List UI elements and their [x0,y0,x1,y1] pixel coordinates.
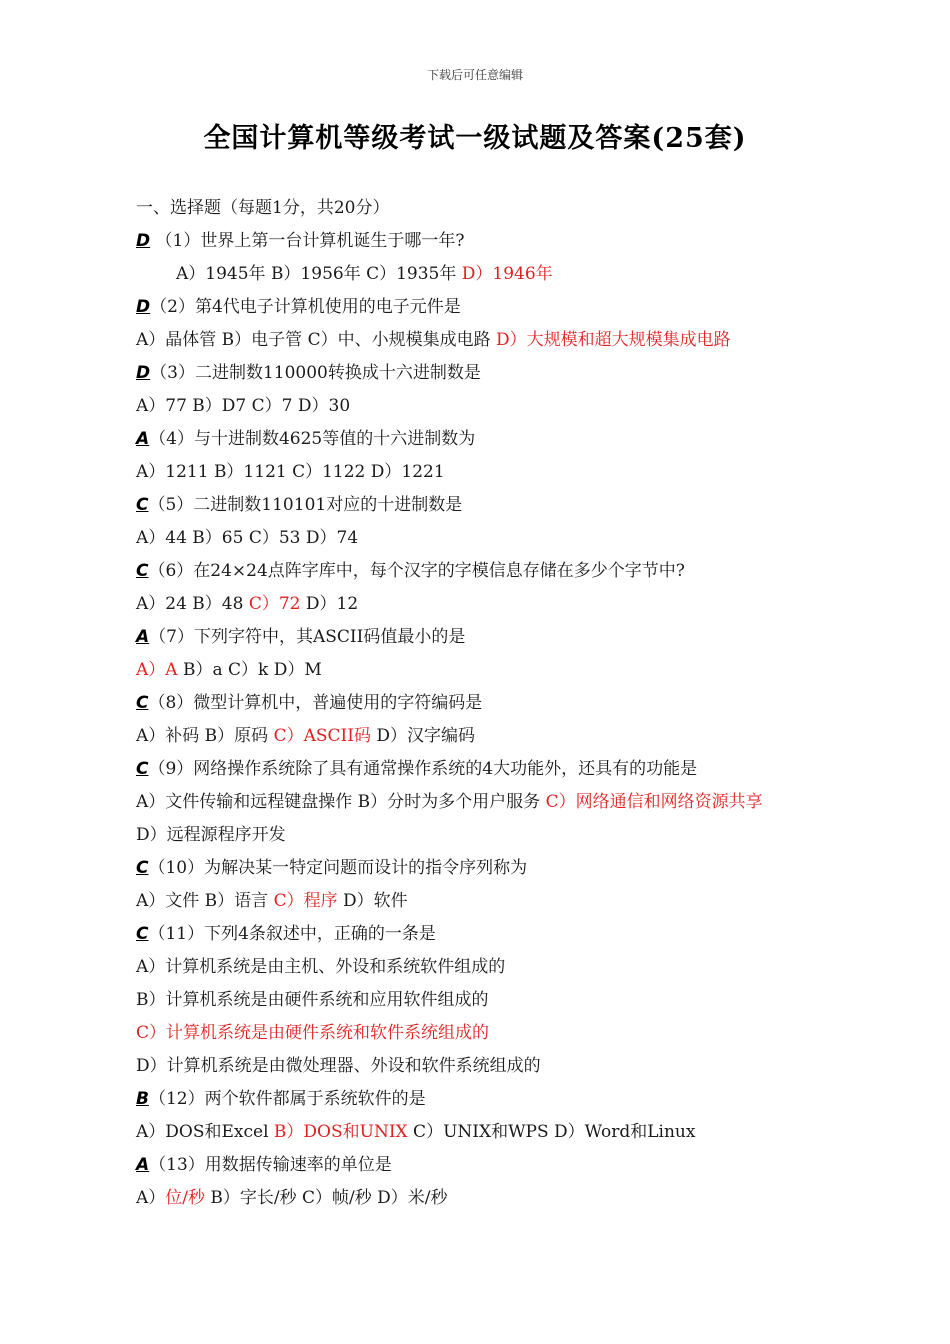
page-header: 下载后可任意编辑 [426,68,523,82]
correct-answer: D）大规模和超大规模集成电路 [496,330,731,350]
line-text: D）12 [300,594,359,614]
line-text: D）汉字编码 [370,726,475,746]
correct-answer: A）A [136,660,178,680]
answer-key: D [136,231,151,251]
text-line [136,493,896,526]
line-text: A） [136,1188,166,1208]
correct-answer: C）72 [248,594,301,614]
text-line [136,328,896,361]
line-text: B）计算机系统是由硬件系统和应用软件组成的 [136,990,489,1010]
line-text: C）UNIX和WPS D）Word和Linux [407,1122,696,1142]
answer-key: D [136,363,151,383]
correct-answer: C）网络通信和网络资源共享 [545,792,763,812]
line-text: （3）二进制数110000转换成十六进制数是 [150,363,481,383]
text-line [136,1087,896,1120]
line-text: （12）两个软件都属于系统软件的是 [148,1089,426,1109]
correct-answer: C）ASCII码 [273,726,371,746]
text-line [136,1153,896,1186]
line-text: （11）下列4条叙述中，正确的一条是 [148,924,436,944]
line-text: （6）在24×24点阵字库中，每个汉字的字模信息存储在多少个字节中? [148,561,685,581]
line-text: A）文件 B）语言 [136,891,274,911]
line-text: A）计算机系统是由主机、外设和系统软件组成的 [136,957,506,977]
answer-key: C [136,759,149,779]
line-text: A）DOS和Excel [136,1122,274,1142]
text-line [136,1021,896,1054]
answer-key: C [136,693,149,713]
correct-answer: C）程序 [273,891,338,911]
line-text: （4）与十进制数4625等值的十六进制数为 [149,429,476,449]
question-lines [136,229,896,1219]
text-line [136,1186,896,1219]
correct-answer: C）计算机系统是由硬件系统和软件系统组成的 [136,1023,490,1043]
text-line [136,658,896,691]
answer-key: A [136,627,150,647]
text-line [136,592,896,625]
line-text: A）文件传输和远程键盘操作 B）分时为多个用户服务 [136,792,546,812]
text-line [136,691,896,724]
line-text: D）软件 [337,891,408,911]
answer-key: D [136,297,151,317]
text-line [136,427,896,460]
line-text: A）1945年 B）1956年 C）1935年 [176,264,462,284]
text-line [136,361,896,394]
question-list [136,196,896,1219]
line-text: A）77 B）D7 C）7 D）30 [136,396,351,416]
text-line [136,922,896,955]
line-text: A）24 B）48 [136,594,249,614]
text-line [136,988,896,1021]
answer-key: A [136,429,150,449]
text-line [136,757,896,790]
text-line [136,1120,896,1153]
line-text: （7）下列字符中，其ASCII码值最小的是 [149,627,466,647]
text-line [136,955,896,988]
line-text: （2）第4代电子计算机使用的电子元件是 [150,297,461,317]
line-text: （1）世界上第一台计算机诞生于哪一年? [150,231,465,251]
text-line [136,295,896,328]
text-line [136,724,896,757]
correct-answer: 位/秒 [165,1188,206,1208]
answer-key: C [136,924,149,944]
line-text: B）a C）k D）M [177,660,322,680]
text-line [136,559,896,592]
text-line [136,526,896,559]
line-text: D）远程源程序开发 [136,825,286,845]
answer-key: C [136,561,149,581]
line-text: A）补码 B）原码 [136,726,274,746]
line-text: （10）为解决某一特定问题而设计的指令序列称为 [148,858,528,878]
text-line [136,394,896,427]
line-text: A）晶体管 B）电子管 C）中、小规模集成电路 [136,330,496,350]
correct-answer: D）1946年 [461,264,553,284]
text-line [136,262,896,295]
answer-key: A [136,1155,150,1175]
text-line [136,460,896,493]
line-text: A）44 B）65 C）53 D）74 [136,528,359,548]
line-text: （9）网络操作系统除了具有通常操作系统的4大功能外，还具有的功能是 [148,759,698,779]
answer-key: C [136,495,149,515]
line-text: B）字长/秒 C）帧/秒 D）米/秒 [205,1188,448,1208]
document-title: 全国计算机等级考试一级试题及答案(25套) [203,123,747,154]
text-line [136,790,896,823]
answer-key: B [136,1089,149,1109]
text-line [136,1054,896,1087]
section-heading: 一、选择题（每题1分，共20分） [136,198,390,218]
text-line [136,856,896,889]
text-line [136,889,896,922]
line-text: D）计算机系统是由微处理器、外设和软件系统组成的 [136,1056,541,1076]
answer-key: C [136,858,149,878]
line-text: （5）二进制数110101对应的十进制数是 [148,495,463,515]
line-text: （13）用数据传输速率的单位是 [149,1155,392,1175]
line-text: （8）微型计算机中，普遍使用的字符编码是 [148,693,483,713]
correct-answer: B）DOS和UNIX [273,1122,408,1142]
text-line [136,823,896,856]
text-line [136,229,896,262]
line-text: A）1211 B）1121 C）1122 D）1221 [136,462,445,482]
text-line [136,625,896,658]
